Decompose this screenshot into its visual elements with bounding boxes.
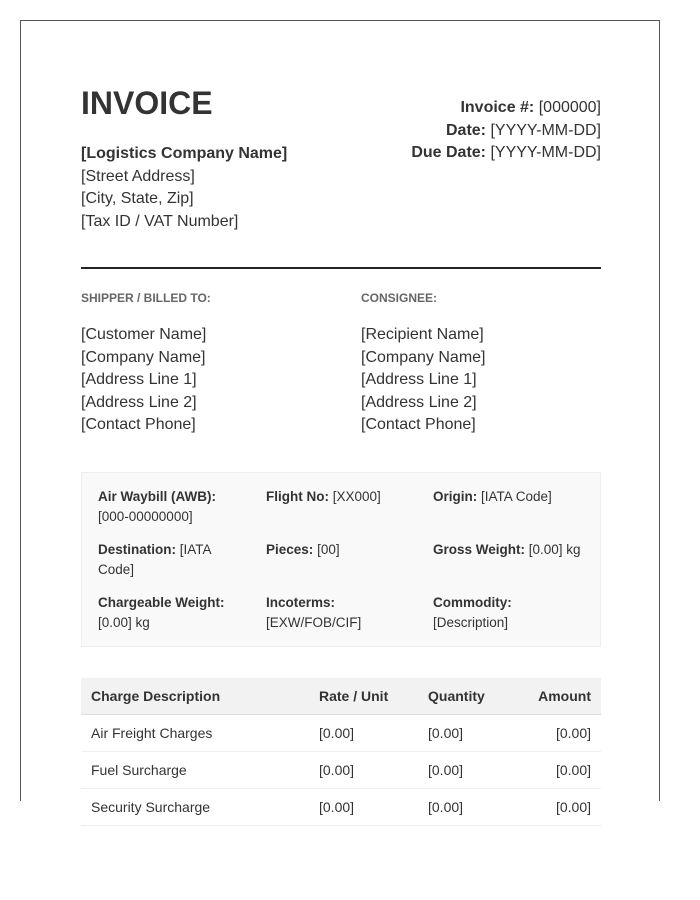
invoice-title: INVOICE [81, 85, 213, 121]
detail-label: Air Waybill (AWB): [98, 489, 216, 504]
charge-description: Fuel Surcharge [81, 752, 309, 789]
shipper-heading: SHIPPER / BILLED TO: [81, 291, 211, 305]
detail-awb [98, 487, 248, 526]
due-date-label: Due Date: [411, 144, 487, 161]
detail-value: [0.00] kg [528, 542, 581, 557]
shipment-details [81, 472, 601, 647]
charge-rate: [0.00] [309, 752, 418, 789]
detail-pieces [266, 540, 416, 560]
charge-quantity: [0.00] [418, 752, 507, 789]
invoice-number-value: [000000] [538, 99, 601, 116]
invoice-number-row [341, 97, 601, 120]
detail-label: Incoterms: [266, 595, 336, 610]
detail-value: [EXW/FOB/CIF] [266, 614, 362, 630]
invoice-date-label: Date: [446, 121, 487, 139]
company-street: [Street Address] [81, 167, 195, 185]
invoice-date-row [341, 120, 601, 143]
detail-value: [0.00] kg [98, 614, 150, 630]
charge-amount: [0.00] [507, 789, 601, 826]
detail-label: Commodity: [433, 595, 512, 610]
company-city: [City, State, Zip] [81, 190, 194, 207]
column-header-description: Charge Description [81, 678, 309, 715]
detail-chargeable-weight [98, 593, 248, 632]
column-header-amount: Amount [507, 678, 601, 715]
charge-rate: [0.00] [309, 715, 418, 752]
charges-table [81, 678, 601, 826]
detail-value: [IATA Code] [481, 489, 552, 504]
table-row [81, 789, 601, 826]
charge-amount: [0.00] [507, 752, 601, 789]
detail-label: Gross Weight: [433, 542, 526, 557]
shipper-line: [Address Line 1] [81, 371, 197, 388]
charge-quantity: [0.00] [418, 789, 507, 826]
detail-label: Destination: [98, 542, 177, 557]
consignee-line: [Company Name] [361, 348, 486, 366]
table-row [81, 752, 601, 789]
detail-value: [000-00000000] [98, 508, 193, 524]
shipper-section [81, 291, 331, 437]
consignee-line: [Address Line 1] [361, 371, 477, 388]
column-header-quantity: Quantity [418, 678, 507, 715]
detail-value: [XX000] [332, 489, 381, 504]
detail-gross-weight [433, 540, 583, 560]
charges-header-row [81, 678, 601, 715]
invoice-number-label: Invoice #: [460, 99, 535, 116]
invoice-meta [341, 97, 601, 165]
detail-flight [266, 487, 416, 507]
detail-label: Chargeable Weight: [98, 595, 225, 610]
column-header-rate: Rate / Unit [309, 678, 418, 715]
detail-value: [Description] [433, 614, 509, 630]
charge-description: Air Freight Charges [81, 715, 309, 752]
charge-amount: [0.00] [507, 715, 601, 752]
due-date-value: [YYYY-MM-DD] [490, 144, 601, 161]
detail-destination [98, 540, 248, 579]
charge-rate: [0.00] [309, 789, 418, 826]
consignee-heading: CONSIGNEE: [361, 291, 438, 305]
shipper-line: [Customer Name] [81, 326, 207, 343]
detail-value: [00] [317, 542, 340, 557]
shipper-line: [Company Name] [81, 348, 206, 366]
company-tax-id: [Tax ID / VAT Number] [81, 212, 239, 230]
header-divider [81, 267, 601, 269]
invoice-date-value: [YYYY-MM-DD] [490, 121, 601, 139]
consignee-line: [Recipient Name] [361, 326, 484, 343]
detail-value: [IATA Code] [98, 542, 211, 577]
consignee-line: [Contact Phone] [361, 416, 476, 433]
company-info [81, 143, 381, 233]
due-date-row [341, 142, 601, 165]
consignee-line: [Address Line 2] [361, 393, 477, 411]
detail-label: Flight No: [266, 489, 329, 504]
shipper-line: [Contact Phone] [81, 416, 196, 433]
table-row [81, 715, 601, 752]
detail-label: Pieces: [266, 542, 314, 557]
consignee-section [361, 291, 611, 437]
company-name: [Logistics Company Name] [81, 145, 288, 162]
charge-quantity: [0.00] [418, 715, 507, 752]
detail-incoterms [266, 593, 416, 632]
charge-description: Security Surcharge [81, 789, 309, 826]
detail-label: Origin: [433, 489, 478, 504]
shipper-line: [Address Line 2] [81, 393, 197, 411]
invoice-page [20, 20, 660, 815]
detail-origin [433, 487, 583, 507]
detail-commodity [433, 593, 583, 632]
